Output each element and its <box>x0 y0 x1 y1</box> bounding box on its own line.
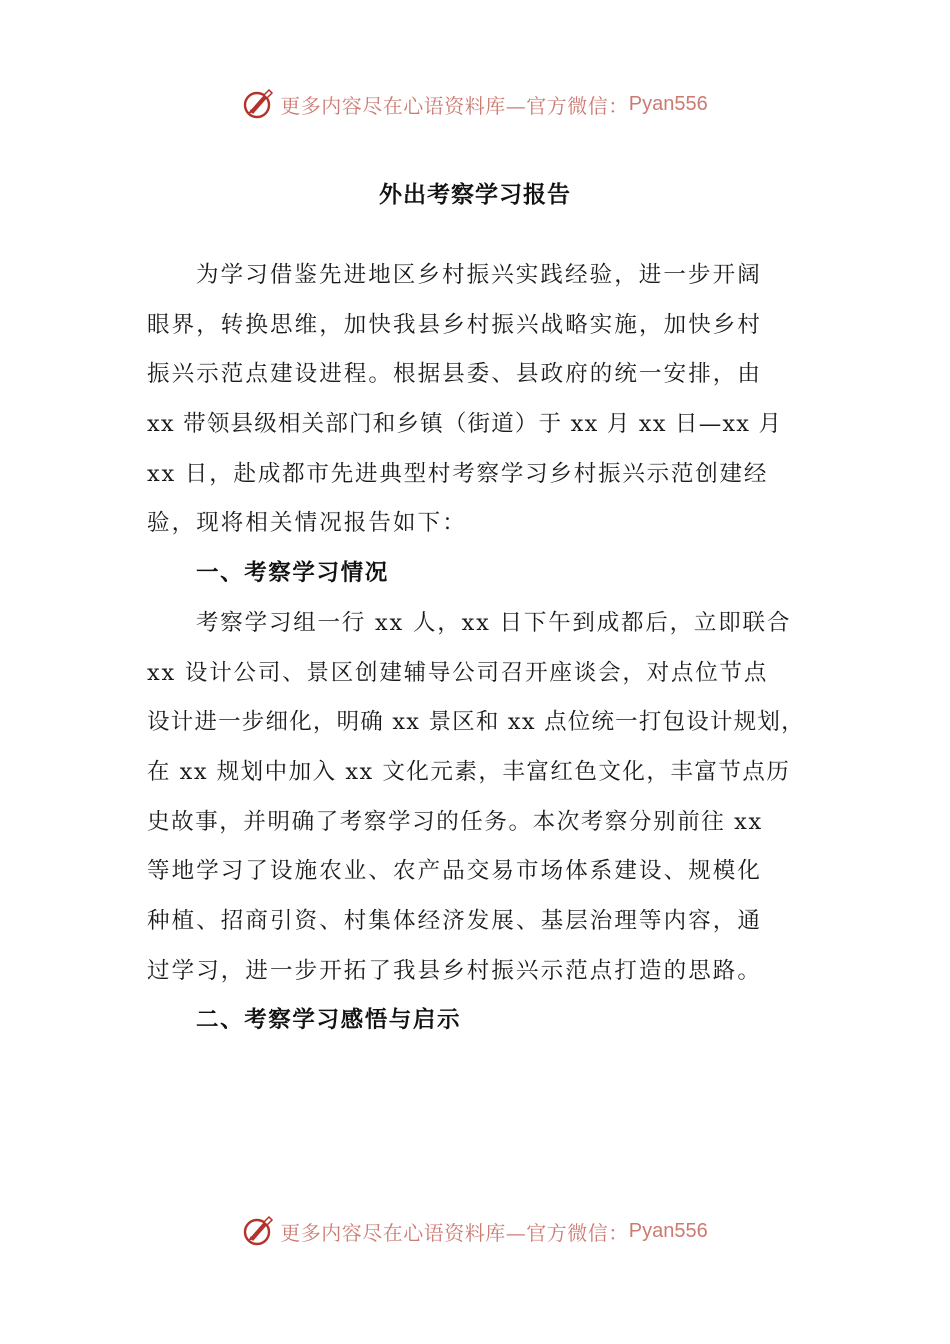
paragraph-line: 振兴示范点建设进程。根据县委、县政府的统一安排，由 <box>147 361 763 387</box>
pen-logo-icon <box>242 1214 276 1248</box>
paragraph-line: 为学习借鉴先进地区乡村振兴实践经验，进一步开阔 <box>196 262 762 288</box>
paragraph-line: xx 设计公司、景区创建辅导公司召开座谈会，对点位节点 <box>147 660 769 686</box>
paragraph-line: xx 日，赴成都市先进典型村考察学习乡村振兴示范创建经 <box>147 461 769 487</box>
paragraph-line: 考察学习组一行 xx 人，xx 日下午到成都后，立即联合 <box>196 610 792 636</box>
paragraph-line: 过学习，进一步开拓了我县乡村振兴示范点打造的思路。 <box>147 958 763 984</box>
header-watermark-banner <box>0 84 950 124</box>
paragraph-line: 验，现将相关情况报告如下： <box>147 510 467 536</box>
watermark-text: 更多内容尽在心语资料库—官方微信： <box>280 1220 629 1245</box>
wechat-id: Pyan556 <box>628 92 708 115</box>
pen-logo-icon <box>242 87 276 121</box>
section-heading: 一、考察学习情况 <box>196 560 389 586</box>
paragraph-line: 种植、招商引资、村集体经济发展、基层治理等内容，通 <box>147 908 763 934</box>
document-title: 外出考察学习报告 <box>379 181 571 208</box>
paragraph-line: 等地学习了设施农业、农产品交易市场体系建设、规模化 <box>147 858 763 884</box>
paragraph-line: 史故事，并明确了考察学习的任务。本次考察分别前往 xx <box>147 809 763 835</box>
paragraph-line: 设计进一步细化，明确 xx 景区和 xx 点位统一打包设计规划， <box>147 709 805 735</box>
paragraph-line: 在 xx 规划中加入 xx 文化元素，丰富红色文化，丰富节点历 <box>147 759 791 785</box>
paragraph-line: xx 带领县级相关部门和乡镇（街道）于 xx 月 xx 日—xx 月 <box>147 411 783 437</box>
section-heading: 二、考察学习感悟与启示 <box>196 1007 462 1033</box>
wechat-id: Pyan556 <box>628 1219 708 1242</box>
watermark-text: 更多内容尽在心语资料库—官方微信： <box>280 93 629 118</box>
paragraph-line: 眼界，转换思维，加快我县乡村振兴战略实施，加快乡村 <box>147 312 763 338</box>
footer-watermark-banner <box>0 1211 950 1251</box>
